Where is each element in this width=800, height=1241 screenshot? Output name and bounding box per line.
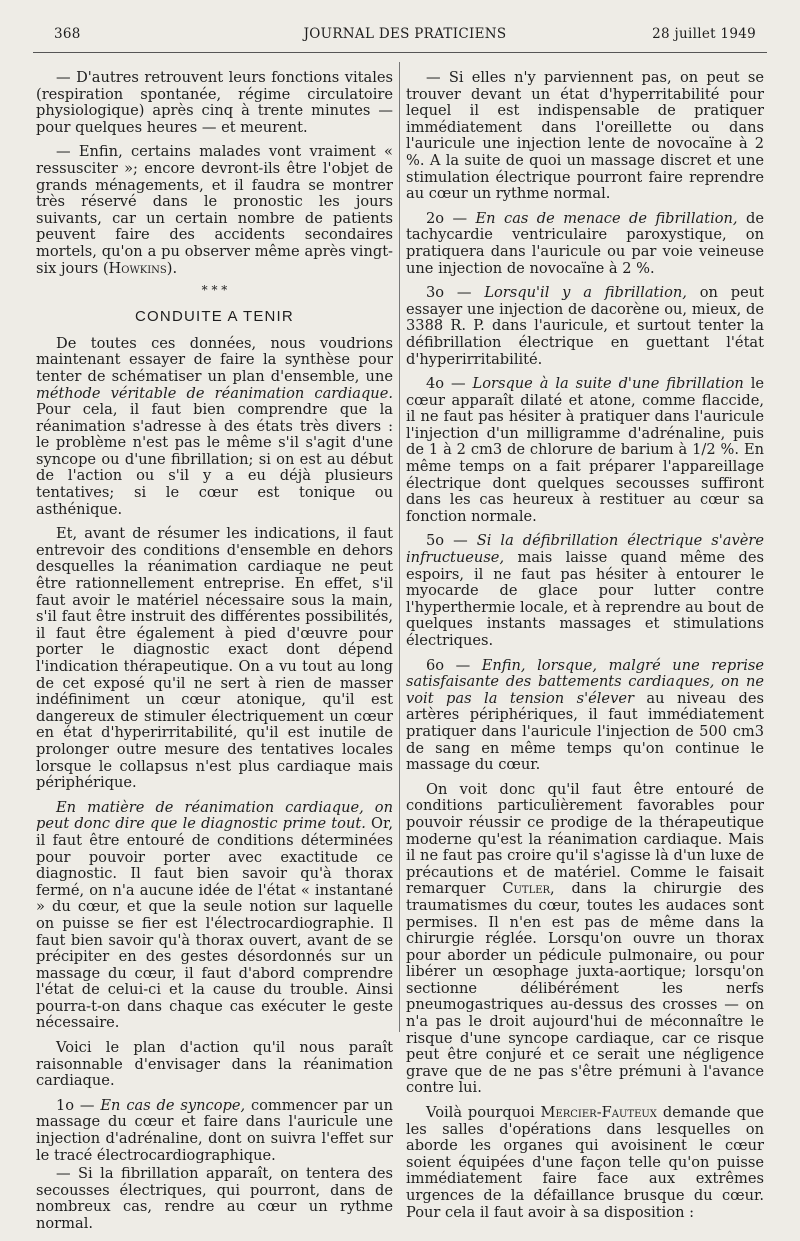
journal-title: JOURNAL DES PRATICIENS [303,26,507,42]
page-number: 368 [54,26,81,42]
list-item: 4o — Lorsque à la suite d'une fibrillation le cœur apparaît dilaté et atone, comme flaccide, il ne faut pas hésiter à pratiquer dans l'auricule l'injection d'un milligramme d'adrénaline, puis de 1 à 2 cm3 de chlorure de barium à 1/2 %. En même temps on a fait préparer l'appareillage électrique dont quelques secousses suffiront dans les cas heureux à restituer au cœur sa fonction normale. [406,375,764,525]
section-title: CONDUITE A TENIR [135,308,294,326]
column-divider [399,62,400,1032]
paragraph: — D'autres retrouvent leurs fonctions vitales (respiration spontanée, régime circulatoire physiologique) après cinq à trente minutes — pour quelques heures — et meurent. [36,69,393,136]
list-item: 2o — En cas de menace de fibrillation, de tachycardie ventriculaire paroxystique, on pratiquera dans l'auricule ou par voie veineuse une injection de novocaïne à 2 %. [406,209,764,277]
list-item: 5o — Si la défibrillation électrique s'avère infructueuse, mais laisse quand même des espoirs, il ne faut pas hésiter à entourer le myocarde de glace pour lutter contre l'hyperthermie locale, et à reprendre au bout de quelques instants massages et stimulations électriques. [406,532,764,649]
issue-date: 28 juillet 1949 [652,26,756,42]
list-item: 1o — En cas de syncope, commencer par un massage du cœur et faire dans l'auricule une injection d'adrénaline, dont on suivra l'effet sur le tracé électrocardiographique. [36,1096,393,1164]
right-column [406,70,764,1229]
paragraph: On voit donc qu'il faut être entouré de conditions particulièrement favorables pour pouvoir réussir ce prodige de la thérapeutique moderne qu'est la réanimation cardiaque. Mais il ne faut pas croire qu'il s'agisse là d'un luxe de précautions et de matériel. Comme le faisait remarquer Cutler, dans la chirurgie des traumatismes du cœur, toutes les audaces sont permises. Il n'en est pas de même dans la chirurgie réglée. Lorsqu'on ouvre un thorax pour aborder un pédicule pulmonaire, ou pour libérer un œsophage juxta-aortique; lorsqu'on sectionne délibérément les nerfs pneumogastriques au-dessus des crosses — on n'a pas le droit aujourd'hui de méconnaître le risque d'une syncope cardiaque, car ce risque peut être conjuré et ce serait une négligence grave que de ne pas s'être prémuni à l'avance contre lui. [406,780,764,1097]
paragraph: Et, avant de résumer les indications, il faut entrevoir des conditions d'ensemble en dehors desquelles la réanimation cardiaque ne peut être rationnellement entreprise. En effet, s'il faut avoir le matériel nécessaire sous la main, s'il faut être instruit des différentes possibilités, il faut être également à pied d'œuvre pour porter le diagnostic exact dont dépend l'indication thérapeutique. On a vu tout au long de cet exposé qu'il ne sert à rien de masser indéfiniment un cœur atonique, qu'il est dangereux de stimuler électriquement un cœur en état d'hyperirritabilité, qu'il est inutile de prolonger outre mesure des tentatives locales lorsque le collapsus n'est plus cardiaque mais périphérique. [36,525,393,792]
paragraph: En matière de réanimation cardiaque, on peut donc dire que le diagnostic prime tout. Or, il faut être entouré de conditions déterminées pour pouvoir porter avec exactitude ce diagnostic. Il faut bien savoir qu'à thorax fermé, on n'a aucune idée de l'état « instantané » du cœur, et que la seule notion sur laquelle on puisse se fier est l'électrocardiographie. Il faut bien savoir qu'à thorax ouvert, avant de se précipiter en des gestes désordonnés sur un massage du cœur, il faut d'abord comprendre l'état de celui-ci et la cause du trouble. Ainsi pourra-t-on dans chaque cas exécuter le geste nécessaire. [36,798,393,1032]
paragraph: — Enfin, certains malades vont vraiment « ressusciter »; encore devront-ils être l'objet de grands ménagements, et il faudra se montrer très réservé dans le pronostic les jours suivants, car un certain nombre de patients peuvent faire des accidents secondaires mortels, qu'on a pu observer même après vingt-six jours (Howkins). [36,143,393,277]
author-name: Cutler [502,880,551,898]
list-item: 6o — Enfin, lorsque, malgré une reprise satisfaisante des battements cardiaques, on ne voit pas la tension s'élever au niveau des artères périphériques, il faut immédiatement pratiquer dans l'auricule l'injection de 500 cm3 de sang en même temps qu'on continue le massage du cœur. [406,656,764,774]
paragraph: — Si elles n'y parviennent pas, on peut se trouver devant un état d'hyperritabilité pour lequel il est indispensable de pratiquer immédiatement dans l'oreillette ou dans l'auricule une injection lente de novocaïne à 2 %. A la suite de quoi un massage discret et une stimulation électrique pourront faire reprendre au cœur un rythme normal. [406,69,764,203]
author-name: Howkins [108,259,167,277]
section-separator: * * * [201,283,228,298]
paragraph: — Si la fibrillation apparaît, on tentera des secousses électriques, qui pourront, dans de nombreux cas, rendre au cœur un rythme normal. [36,1165,393,1232]
header-rule [33,52,767,53]
author-name: Mercier-Fauteux [540,1104,657,1122]
paragraph: De toutes ces données, nous voudrions maintenant essayer de faire la synthèse pour tenter de schématiser un plan d'ensemble, une méthode véritable de réanimation cardiaque. Pour cela, il faut bien comprendre que la réanimation s'adresse à des états très divers : le problème n'est pas le même s'il s'agit d'une syncope ou d'une fibrillation; si on est au début de l'action ou s'il y a eu déjà plusieurs tentatives; si le cœur est tonique ou asthénique. [36,334,393,518]
list-item: 3o — Lorsqu'il y a fibrillation, on peut essayer une injection de dacorène ou, mieux, de 3388 R. P. dans l'auricule, et surtout tenter la défibrillation électrique en guettant l'état d'hyperirritabilité. [406,284,764,368]
left-column [36,70,393,1241]
running-header [54,26,756,48]
paragraph: Voici le plan d'action qu'il nous paraît raisonnable d'envisager dans la réanimation cardiaque. [36,1039,393,1090]
paragraph: Voilà pourquoi Mercier-Fauteux demande que les salles d'opérations dans lesquelles on aborde les organes qui avoisinent le cœur soient équipées d'une façon telle qu'on puisse immédiatement faire face aux extrêmes urgences de la défaillance brusque du cœur. Pour cela il faut avoir à sa disposition : [406,1104,764,1221]
